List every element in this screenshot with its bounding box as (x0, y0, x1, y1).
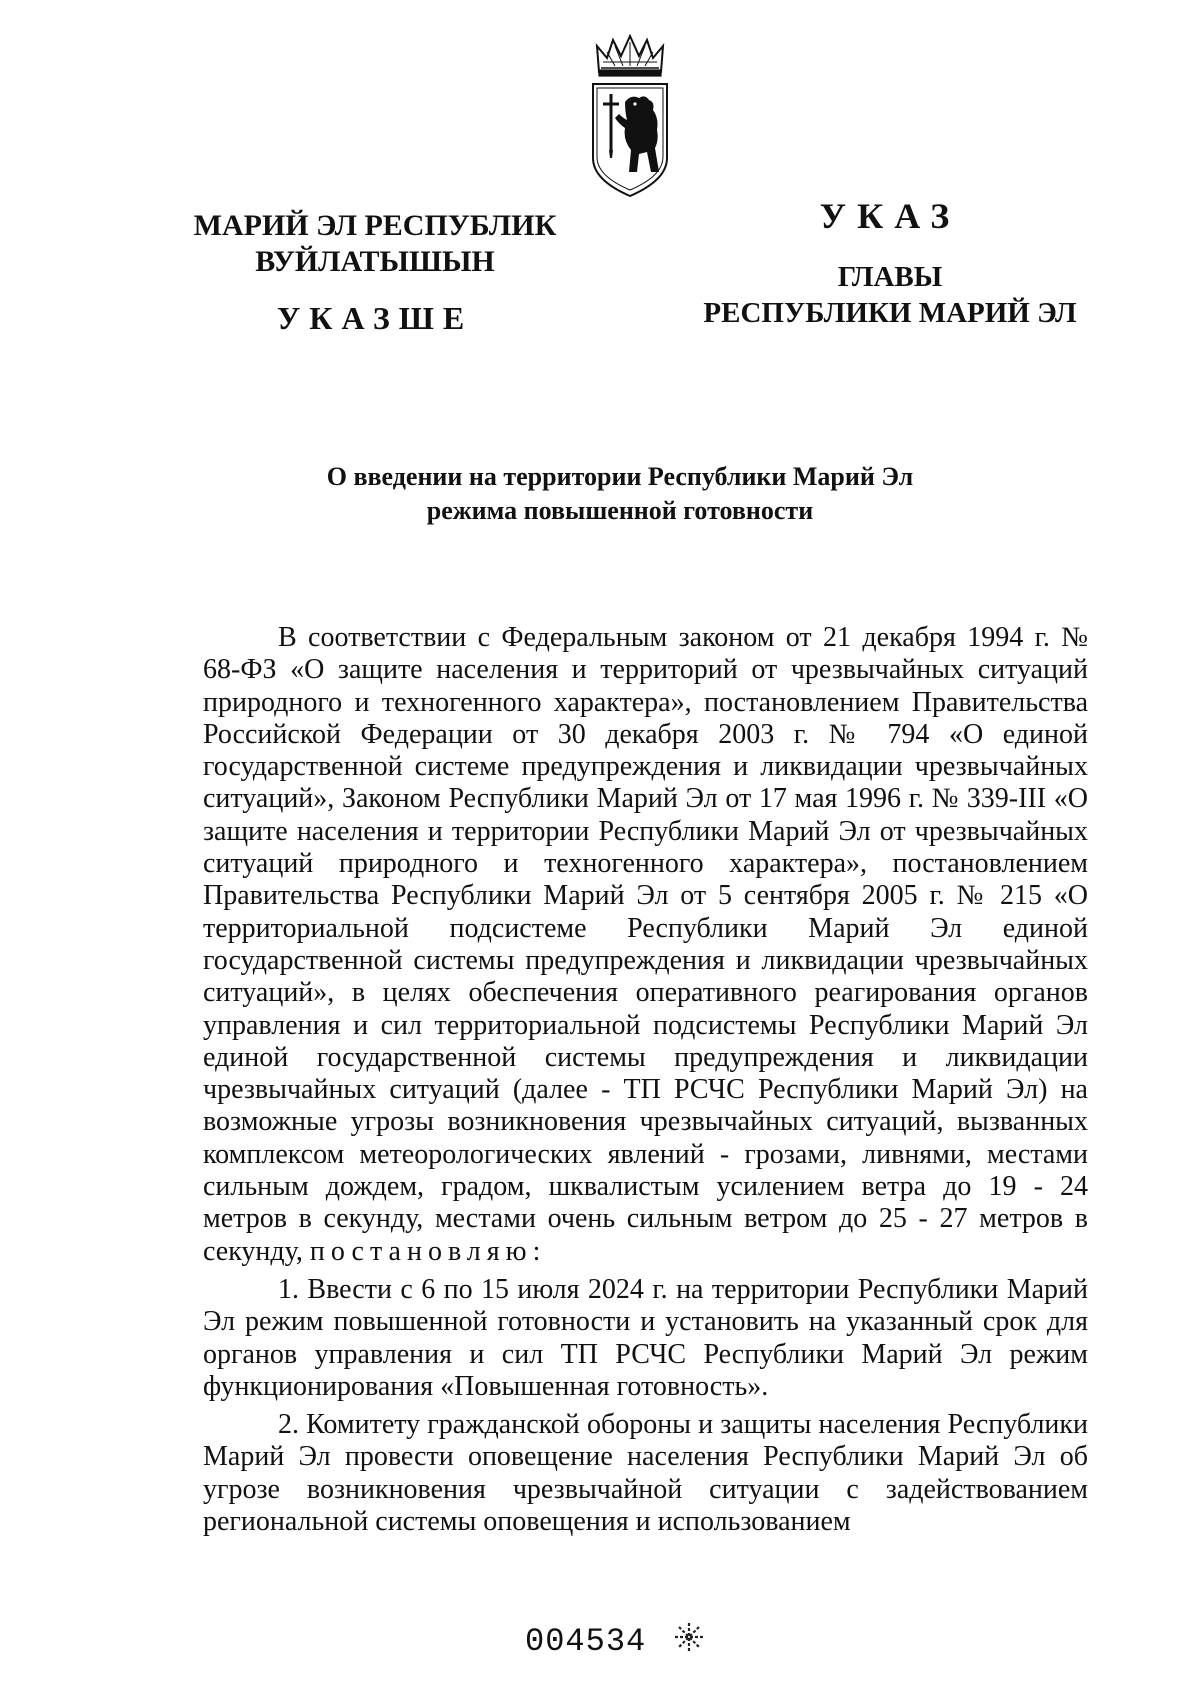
paragraph-item-1: 1. Ввести с 6 по 15 июля 2024 г. на территории Республики Марий Эл режим повышенной готовности и установить на указанный срок для органов управления и сил ТП РСЧС Республики Марий Эл режим функционирования «Повышенная готовность». (203, 1273, 1088, 1402)
header-left (190, 208, 560, 337)
asterisk-stamp-icon (672, 1620, 706, 1654)
serial-number: 004534 (525, 1623, 647, 1660)
paragraph-preamble (203, 622, 1088, 1268)
coat-of-arms-icon (585, 32, 675, 200)
decree-word: постановляю: (309, 1235, 547, 1267)
document-body (203, 622, 1088, 1538)
preamble-text: В соответствии с Федеральным законом от 21 декабря 1994 г. № 68-ФЗ «О защите населения и территорий от чрезвычайных ситуаций природного и техногенного характера», постановлением Правительства Российской Федерации от 30 декабря 2003 г. № 794 «О единой государственной системе предупреждения и ликвидации чрезвычайных ситуаций», Законом Республики Марий Эл от 17 мая 1996 г. № 339-III «О защите населения и территории Республики Марий Эл от чрезвычайных ситуаций природного и техногенного характера», постановлением Правительства Республики Марий Эл от 5 сентября 2005 г. № 215 «О территориальной подсистеме Республики Марий Эл единой государственной системы предупреждения и ликвидации чрезвычайных ситуаций», в целях обеспечения оперативного реагирования органов управления и сил территориальной подсистемы Республики Марий Эл единой государственной системы предупреждения и ликвидации чрезвычайных ситуаций (далее - ТП РСЧС Республики Марий Эл) на возможные угрозы возникновения чрезвычайных ситуаций, вызванных комплексом метеорологических явлений - грозами, ливнями, местами сильным дождем, градом, шквалистым усилением ветра до 19 - 24 метров в секунду, местами очень сильным ветром до 25 - 27 метров в секунду, (203, 622, 1088, 1267)
header-left-line3: УКАЗШЕ (276, 300, 474, 336)
document-title (180, 460, 1060, 528)
title-line1: О введении на территории Республики Марий Эл (326, 462, 914, 491)
header-right-line1: УКАЗ (819, 196, 961, 236)
header-right (690, 195, 1090, 331)
title-line2: режима повышенной готовности (426, 496, 814, 525)
header-right-line2: ГЛАВЫ (837, 261, 943, 293)
header-right-line3: РЕСПУБЛИКИ МАРИЙ ЭЛ (703, 297, 1077, 329)
paragraph-item-2: 2. Комитету гражданской обороны и защиты населения Республики Марий Эл провести оповещение населения Республики Марий Эл об угрозе возникновения чрезвычайной ситуации с задействованием региональной системы оповещения и использованием (203, 1409, 1088, 1538)
header-left-line2: ВУЙЛАТЫШЫН (255, 245, 495, 278)
header-left-line1: МАРИЙ ЭЛ РЕСПУБЛИК (193, 209, 557, 242)
